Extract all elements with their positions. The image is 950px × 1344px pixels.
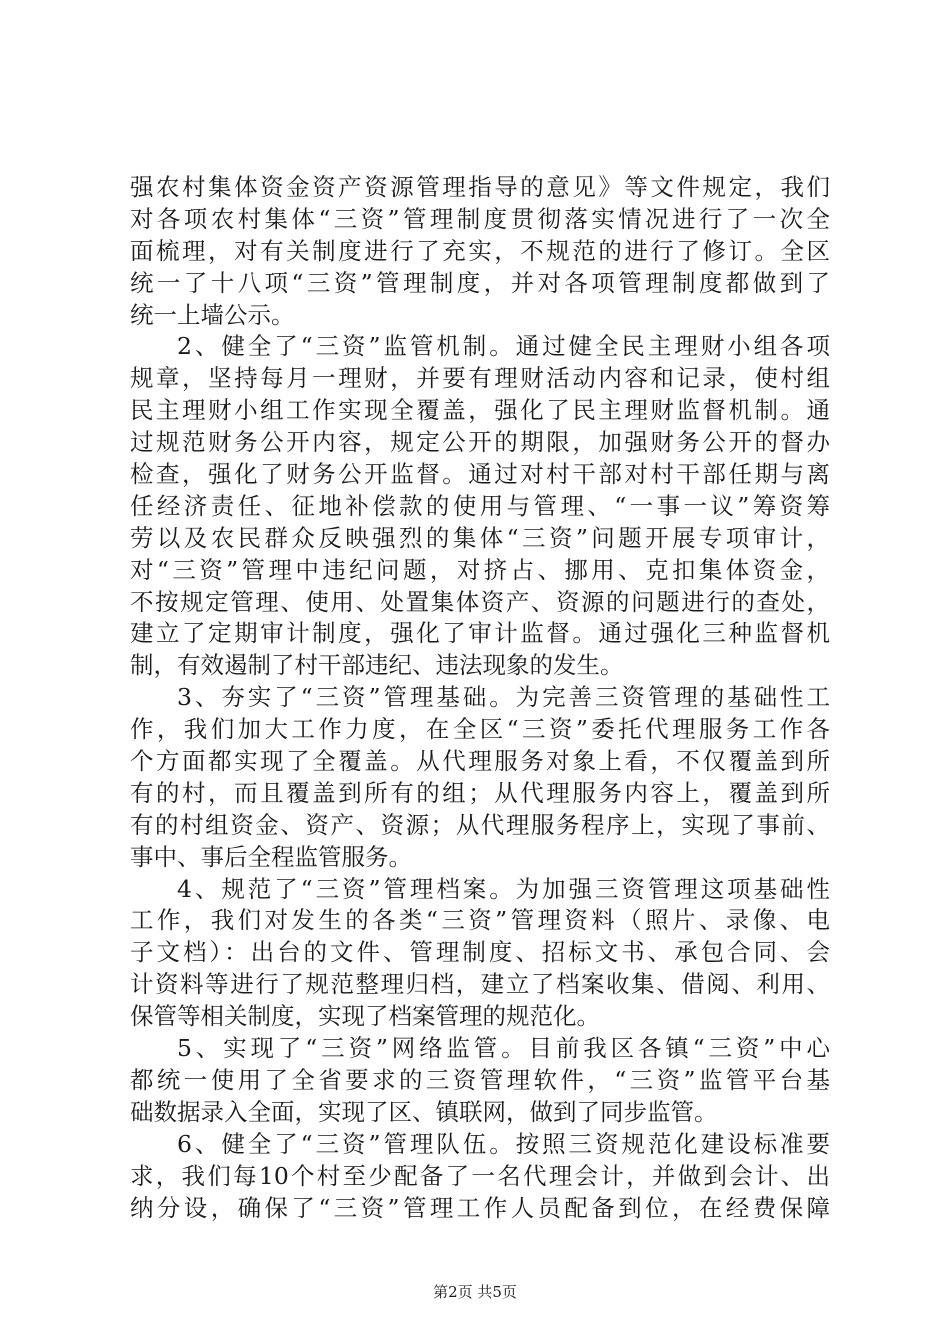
text-line: 民主理财小组工作实现全覆盖，强化了民主理财监督机制。通 (130, 396, 830, 425)
text-line: 规章，坚持每月一理财，并要有理财活动内容和记录，使村组 (130, 364, 830, 393)
text-line: 任经济责任、征地补偿款的使用与管理、“一事一议”筹资筹 (130, 491, 830, 520)
text-line: 制，有效遏制了村干部违纪、违法现象的发生。 (130, 651, 624, 680)
text-line: 劳以及农民群众反映强烈的集体“三资”问题开展专项审计， (130, 523, 830, 552)
text-line: 3、夯实了“三资”管理基础。为完善三资管理的基础性工 (177, 683, 830, 712)
text-line: 作，我们加大工作力度，在全区“三资”委托代理服务工作各 (130, 715, 830, 744)
text-line: 建立了定期审计制度，强化了审计监督。通过强化三种监督机 (130, 619, 830, 648)
text-line: 求，我们每10个村至少配备了一名代理会计，并做到会计、出 (130, 1161, 830, 1190)
text-line: 4、规范了“三资”管理档案。为加强三资管理这项基础性 (177, 874, 830, 903)
text-line: 计资料等进行了规范整理归档，建立了档案收集、借阅、利用、 (130, 970, 830, 999)
text-line: 工作，我们对发生的各类“三资”管理资料（照片、录像、电 (130, 906, 830, 935)
text-line: 过规范财务公开内容，规定公开的期限，加强财务公开的督办 (130, 428, 830, 457)
text-line: 有的村，而且覆盖到所有的组；从代理服务内容上，覆盖到所 (130, 778, 830, 807)
text-line: 2、健全了“三资”监管机制。通过健全民主理财小组各项 (177, 332, 830, 361)
text-line: 检查，强化了财务公开监督。通过对村干部对村干部任期与离 (130, 460, 830, 489)
text-line: 强农村集体资金资产资源管理指导的意见》等文件规定，我们 (130, 173, 830, 201)
text-line: 不按规定管理、使用、处置集体资产、资源的问题进行的查处， (130, 587, 830, 616)
text-line: 个方面都实现了全覆盖。从代理服务对象上看，不仅覆盖到所 (130, 747, 830, 776)
page-footer: 第2页 共5页 (433, 1283, 517, 1301)
text-line: 6、健全了“三资”管理队伍。按照三资规范化建设标准要 (177, 1129, 830, 1158)
text-line: 纳分设，确保了“三资”管理工作人员配备到位，在经费保障 (130, 1193, 830, 1222)
text-line: 子文档）：出台的文件、管理制度、招标文书、承包合同、会 (130, 938, 830, 967)
text-line: 统一了十八项“三资”管理制度，并对各项管理制度都做到了 (130, 268, 830, 297)
text-line: 都统一使用了全省要求的三资管理软件，“三资”监管平台基 (130, 1065, 830, 1094)
text-line: 保管等相关制度，实现了档案管理的规范化。 (130, 1002, 600, 1031)
document-body (130, 172, 830, 1224)
text-line: 5、实现了“三资”网络监管。目前我区各镇“三资”中心 (177, 1034, 830, 1063)
text-line: 对“三资”管理中违纪问题，对挤占、挪用、克扣集体资金， (130, 555, 830, 584)
text-line: 事中、事后全程监管服务。 (130, 842, 412, 871)
text-line: 对各项农村集体“三资”管理制度贯彻落实情况进行了一次全 (130, 204, 830, 233)
text-line: 面梳理，对有关制度进行了充实，不规范的进行了修订。全区 (130, 236, 830, 265)
text-line: 统一上墙公示。 (130, 300, 295, 329)
text-line: 础数据录入全面，实现了区、镇联网，做到了同步监管。 (130, 1097, 718, 1126)
text-line: 有的村组资金、资产、资源；从代理服务程序上，实现了事前、 (130, 810, 830, 839)
